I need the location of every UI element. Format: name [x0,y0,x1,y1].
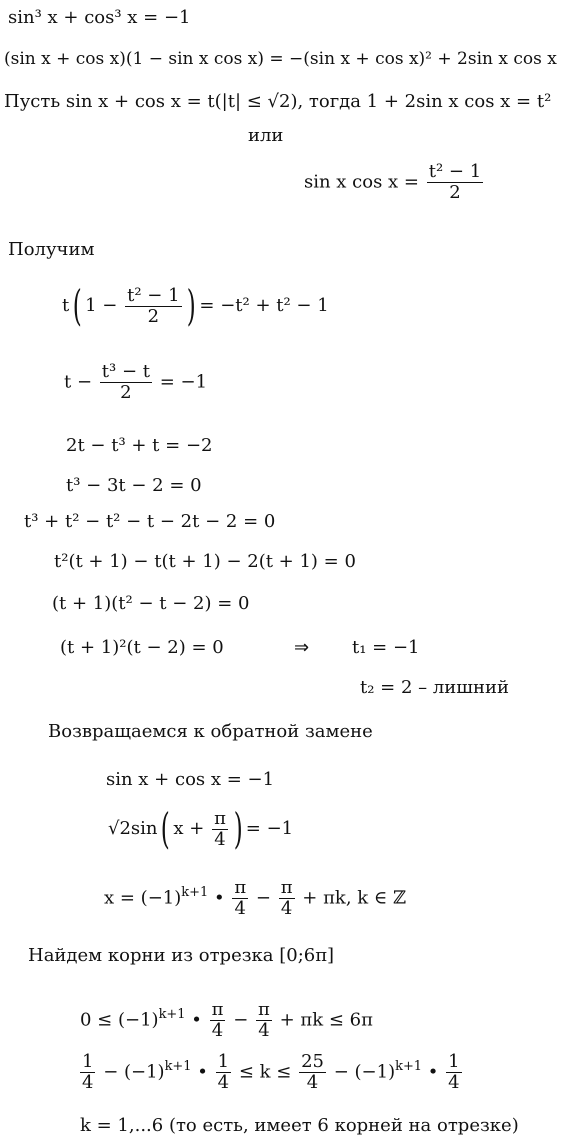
obtain-label [8,240,94,261]
conclusion-line [80,1116,519,1137]
equation-line-11 [24,512,275,533]
equation-line-8 [64,362,207,403]
solution-1 [352,638,420,659]
fraction-numerator: π [234,877,247,898]
minus-operator: − [233,1009,249,1031]
exponent: k+1 [181,885,209,901]
equation-line-13 [52,594,249,615]
equation-part: = −1 [245,818,294,839]
substitution-line [4,92,551,113]
fraction-denominator: 4 [211,1019,224,1041]
obtain-text: Получим [8,239,95,260]
fraction-denominator: 4 [280,897,293,919]
fraction [125,286,181,327]
equation-line-14 [60,638,224,659]
fraction-numerator: 1 [448,1051,460,1072]
interval-text: Найдем корни из отрезка [0;6π] [28,945,335,966]
minus-operator: − [255,887,271,909]
fraction [216,1052,231,1093]
fraction-numerator: t² − 1 [428,161,482,182]
fraction-numerator: π [214,807,226,829]
dot-operator: • [213,887,225,909]
equation-line-1 [8,8,191,29]
equation-text: sin x + cos x = −1 [106,769,275,790]
left-paren-icon: ( [72,281,82,330]
equation-part: − (−1) [333,1061,396,1083]
equation-line-18 [108,804,294,853]
fraction-numerator: π [280,877,293,898]
equation-part: = −t² + t² − 1 [199,295,329,316]
dot-operator: • [427,1061,439,1083]
equation-text: t³ − 3t − 2 = 0 [66,475,202,496]
equation-part: = −1 [159,371,208,393]
equation-part: ≤ k ≤ [238,1061,292,1083]
fraction-denominator: 4 [82,1071,94,1093]
equation-line-21 [80,1000,373,1041]
fraction-numerator: 1 [217,1051,230,1072]
right-paren-icon: ) [233,804,243,853]
equation-left: sin x cos x = [304,171,420,193]
dot-operator: • [197,1061,208,1083]
fraction [427,162,483,203]
equation-part: x = (−1) [104,887,182,909]
equation-part: t [62,295,70,316]
back-substitution-label [48,722,373,743]
fraction-denominator: 2 [120,381,132,403]
equation-text: (t + 1)²(t − 2) = 0 [60,637,224,658]
substitution-text: Пусть sin x + cos x = t(|t| ≤ √2), тогда 1 + 2sin x cos x = t² [4,91,552,112]
solution-2-text: t₂ = 2 – лишний [360,677,510,698]
fraction-denominator: 2 [449,181,461,203]
equation-text: (t + 1)(t² − t − 2) = 0 [52,593,250,614]
dot-operator: • [191,1009,202,1031]
interval-label [28,946,334,967]
fraction-denominator: 4 [214,828,226,850]
fraction-numerator: π [211,999,224,1020]
right-paren-icon: ) [186,281,196,330]
implies-arrow-icon [294,638,309,659]
or-label [248,126,283,147]
fraction [100,362,152,403]
equation-text: sin³ x + cos³ x = −1 [8,7,191,28]
fraction-numerator: π [258,999,270,1020]
fraction-denominator: 4 [217,1071,230,1093]
equation-line-2 [4,50,557,70]
equation-line-7: t ( 1 − $\frac{\text{t² − 1}}{2}$ ) = −t² + t² − 1 [62,281,329,330]
equation-line-19 [104,878,406,919]
solution-1-text: t₁ = −1 [352,637,420,658]
equation-text: (sin x + cos x)(1 − sin x cos x) = −(sin x + cos x)² + 2sin x cos x [4,49,557,69]
exponent: k+1 [164,1059,192,1075]
fraction-denominator: 4 [258,1019,270,1041]
equation-line-9 [66,436,212,457]
fraction [299,1052,326,1093]
conclusion-text: k = 1,...6 (то есть, имеет 6 корней на отрезке) [80,1115,519,1136]
equation-line-10 [66,476,202,497]
fraction [210,1000,226,1041]
or-text: или [248,125,284,146]
implies-arrow-text: ⇒ [294,637,310,658]
equation-line-22 [78,1052,464,1093]
equation-part: t − [64,371,93,393]
fraction-numerator: t³ − t [101,361,150,382]
equation-part: x + [173,818,205,839]
equation-line-5 [304,162,485,203]
equation-part: + πk, k ∈ ℤ [302,887,407,909]
equation-line-17 [106,770,274,791]
fraction [212,809,228,850]
equation-part: − (−1) [103,1061,165,1083]
fraction-numerator: 1 [82,1051,94,1072]
fraction-denominator: 4 [234,897,246,919]
equation-part: + πk ≤ 6π [279,1009,373,1031]
fraction [279,878,295,919]
exponent: k+1 [158,1007,186,1023]
back-substitution-text: Возвращаемся к обратной замене [48,721,373,742]
solution-2 [360,678,509,699]
fraction [80,1052,95,1093]
equation-text: t³ + t² − t² − t − 2t − 2 = 0 [24,511,276,532]
fraction-denominator: 4 [448,1071,460,1093]
fraction-numerator: 25 [301,1051,324,1072]
equation-text: t²(t + 1) − t(t + 1) − 2(t + 1) = 0 [54,551,356,572]
fraction [446,1052,461,1093]
fraction [256,1000,272,1041]
fraction-denominator: 4 [306,1071,319,1093]
exponent: k+1 [395,1059,423,1075]
fraction [232,878,248,919]
left-paren-icon: ( [160,804,170,853]
equation-part: √2sin [108,818,158,839]
fraction-denominator: 2 [147,305,160,327]
fraction-numerator: t² − 1 [127,284,180,306]
equation-text: 2t − t³ + t = −2 [66,435,213,456]
equation-part: 0 ≤ (−1) [80,1009,159,1031]
equation-line-12 [54,552,356,573]
